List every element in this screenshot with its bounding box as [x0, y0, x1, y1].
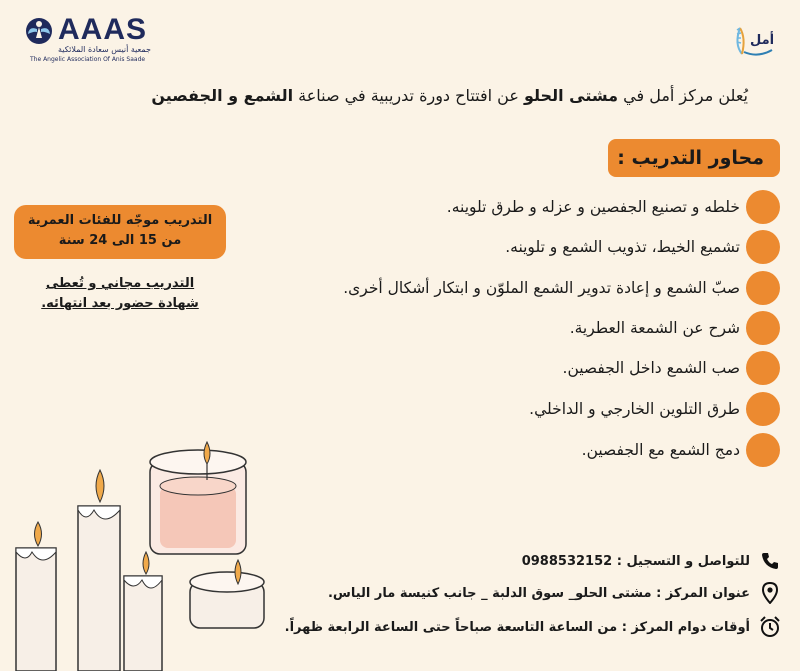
org-arabic-name: جمعية أنيس سعادة الملائكية — [58, 45, 151, 54]
free-line-1: التدريب مجاني و تُعطى — [45, 276, 195, 291]
hours-value: من الساعة التاسعة صباحاً حتى الساعة الرابعة ظهراً. — [284, 619, 618, 635]
aaas-logo — [22, 13, 162, 63]
topic-label: صب الشمع داخل الجفصين. — [562, 359, 740, 377]
bullet-dot — [746, 271, 780, 305]
topic-label: شرح عن الشمعة العطرية. — [569, 319, 740, 337]
phone-icon — [758, 549, 782, 573]
hours-text — [285, 620, 750, 635]
training-topic — [505, 229, 780, 265]
age-line-2: من 15 الى 24 سنة — [58, 233, 182, 248]
topic-label: تشميع الخيط، تذويب الشمع و تلوينه. — [505, 238, 740, 256]
alarm-clock-icon — [758, 615, 782, 639]
candles-illustration — [0, 430, 300, 671]
training-topic — [582, 432, 780, 468]
training-heading: محاور التدريب : — [617, 147, 764, 169]
topic-label: دمج الشمع مع الجفصين. — [581, 441, 740, 459]
announcement — [28, 86, 748, 105]
topic-label: صبّ الشمع و إعادة تدوير الشمع الملوّن و ابتكار أشكال أخرى. — [343, 279, 740, 297]
org-english-name: The Angelic Association Of Anis Saade — [30, 56, 146, 63]
free-certificate-note — [14, 274, 226, 314]
bullet-dot — [746, 433, 780, 467]
contact-hours-row — [285, 614, 782, 640]
address-text — [328, 586, 750, 601]
tall-candles — [16, 470, 162, 671]
amal-logo — [730, 14, 778, 62]
address-value: مشتى الحلو_ سوق الدلبة _ جانب كنيسة مار الياس. — [327, 585, 652, 601]
bullet-dot — [746, 190, 780, 224]
phone-label: للتواصل و التسجيل : — [612, 553, 750, 569]
phone-number: 0988532152 — [521, 553, 613, 569]
training-topic — [447, 189, 780, 225]
topic-label: خلطه و تصنيع الجفصين و عزله و طرق تلوينه. — [446, 198, 740, 216]
bullet-dot — [746, 351, 780, 385]
contact-phone-row — [522, 548, 782, 574]
announcement-part1: يُعلن مركز أمل في — [618, 86, 748, 105]
amal-logo-text: أمل — [750, 33, 775, 48]
age-line-1: التدريب موجّه للفئات العمرية — [27, 213, 213, 228]
address-label: عنوان المركز : — [651, 585, 750, 601]
topic-label: طرق التلوين الخارجي و الداخلي. — [529, 400, 740, 418]
tea-light-candle — [190, 560, 264, 628]
bullet-dot — [746, 230, 780, 264]
training-topic — [343, 270, 780, 306]
age-group-badge — [14, 205, 226, 259]
aaas-logo-text: AAAS — [58, 13, 148, 46]
training-topic — [570, 310, 780, 346]
training-heading-box — [608, 139, 780, 177]
training-topic — [563, 350, 780, 386]
free-line-2: شهادة حضور بعد انتهائه. — [41, 296, 199, 311]
announcement-part2: عن افتتاح دورة تدريبية في صناعة — [293, 86, 524, 105]
contact-address-row — [328, 580, 782, 606]
angel-figure-icon — [24, 16, 54, 46]
bullet-dot — [746, 311, 780, 345]
announcement-subject: الشمع و الجفصين — [151, 86, 294, 105]
bullet-dot — [746, 392, 780, 426]
training-topic — [529, 391, 780, 427]
hours-label: أوقات دوام المركز : — [617, 619, 750, 635]
announcement-place: مشتى الحلو — [523, 86, 619, 105]
location-pin-icon — [758, 581, 782, 605]
jar-candle — [150, 442, 246, 554]
phone-text — [522, 554, 750, 569]
